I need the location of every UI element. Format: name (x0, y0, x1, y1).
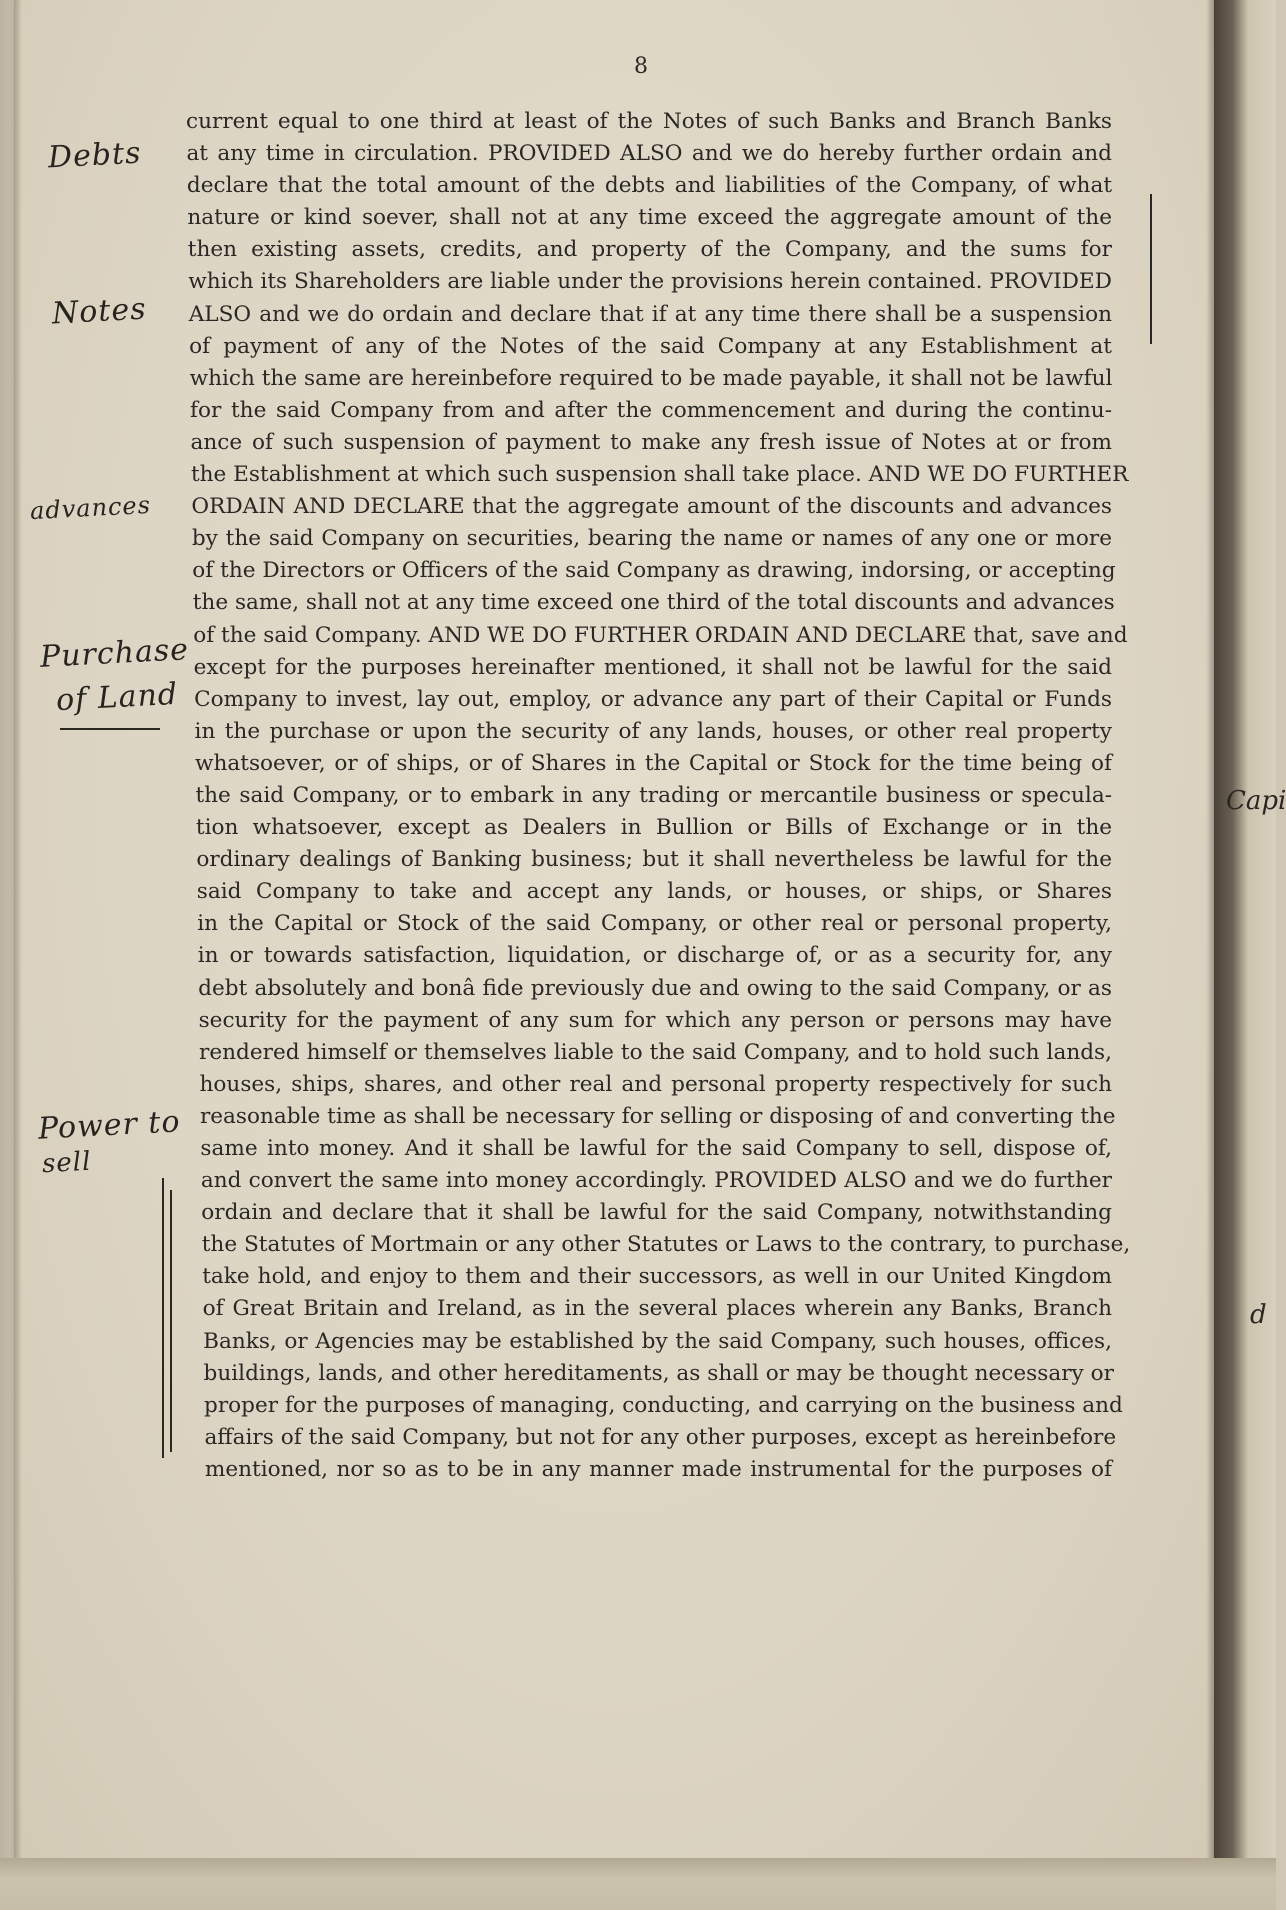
text-line: of the said Company. AND WE DO FURTHER ORDAIN AND DECLARE that, save and (193, 622, 1128, 648)
text-line: rendered himself or themselves liable to the said Company, and to hold such lands, (199, 1039, 1112, 1065)
text-line: said Company to take and accept any lands, or houses, or ships, or Shares (196, 879, 1112, 905)
margin-note-power-to: Power to (37, 1104, 182, 1147)
text-line: reasonable time as shall be necessary for selling or disposing of and converting the (199, 1103, 1116, 1129)
text-line: and convert the same into money accordingly. PROVIDED ALSO and we do further (200, 1168, 1112, 1194)
text-line: of the Directors or Officers of the said Company as drawing, indorsing, or accepting (192, 558, 1116, 584)
text-line: mentioned, nor so as to be in any manner made instrumental for the purposes of (204, 1456, 1112, 1482)
text-line: of payment of any of the Notes of the said Company at any Establishment at (189, 333, 1112, 359)
text-line: affairs of the said Company, but not for any other purposes, except as hereinbefore (204, 1424, 1117, 1450)
text-line: nature or kind soever, shall not at any time exceed the aggregate amount of the (187, 205, 1112, 231)
text-line: ordinary dealings of Banking business; but it shall nevertheless be lawful for the (196, 847, 1112, 873)
text-line: debt absolutely and bonâ fide previously due and owing to the said Company, or as (198, 975, 1112, 1001)
margin-rule (60, 728, 160, 730)
text-line: take hold, and enjoy to them and their successors, as well in our United Kingdom (202, 1264, 1112, 1290)
text-line: which its Shareholders are liable under the provisions herein contained. PROVIDED (188, 269, 1112, 295)
text-line: then existing assets, credits, and property of the Company, and the sums for (187, 237, 1112, 263)
page-bottom-edge (0, 1858, 1276, 1910)
text-line: by the said Company on securities, bearing the name or names of any one or more (191, 526, 1112, 552)
margin-bracket-right (1150, 194, 1152, 344)
text-line: the said Company, or to embark in any trading or mercantile business or specula- (195, 782, 1112, 808)
text-line: at any time in circulation. PROVIDED ALSO and we do hereby further ordain and (186, 141, 1112, 167)
margin-bracket-left-1 (162, 1178, 164, 1458)
text-line: declare that the total amount of the debts and liabilities of the Company, of what (186, 173, 1112, 199)
text-line: in the Capital or Stock of the said Company, or other real or personal property, (197, 911, 1112, 937)
text-line: in the purchase or upon the security of any lands, houses, or other real property (194, 718, 1112, 744)
margin-note-advances: advances (29, 490, 152, 526)
margin-note-debts: Debts (47, 135, 143, 176)
text-line: same into money. And it shall be lawful for the said Company to sell, dispose of, (200, 1136, 1112, 1161)
margin-bracket-left-2 (170, 1190, 172, 1452)
text-line: whatsoever, or of ships, or of Shares in the Capital or Stock for the time being of (195, 750, 1112, 776)
text-line: the same, shall not at any time exceed one third of the total discounts and advances (192, 590, 1115, 616)
document-page (14, 0, 1215, 1858)
text-line: houses, ships, shares, and other real and personal property respectively for such (199, 1071, 1112, 1097)
text-line: except for the purposes hereinafter mentioned, it shall not be lawful for the said (193, 654, 1112, 680)
text-line: the Establishment at which such suspension shall take place. AND WE DO FURTHER (190, 462, 1129, 488)
text-line: proper for the purposes of managing, conducting, and carrying on the business and (204, 1392, 1123, 1418)
book-gutter (1214, 0, 1276, 1910)
text-line: for the said Company from and after the commencement and during the continu- (190, 397, 1112, 423)
margin-note-of-land: of Land (55, 676, 179, 719)
text-line: the Statutes of Mortmain or any other Statutes or Laws to the contrary, to purchase, (201, 1232, 1131, 1258)
text-line: ordain and declare that it shall be lawful for the said Company, notwithstanding (201, 1200, 1112, 1226)
margin-note-purchase: Purchase (39, 632, 190, 675)
page-number: 8 (634, 54, 648, 79)
margin-note-notes: Notes (51, 291, 148, 332)
margin-note-sell: sell (41, 1146, 93, 1180)
facing-page-note-fragment: d (1250, 1300, 1267, 1330)
text-line: ALSO and we do ordain and declare that if at any time there shall be a suspension (188, 301, 1112, 327)
text-line: ORDAIN AND DECLARE that the aggregate amount of the discounts and advances (191, 494, 1112, 520)
text-line: which the same are hereinbefore required to be made payable, it shall not be lawful (189, 365, 1113, 391)
text-line: current equal to one third at least of the Notes of such Banks and Branch Banks (186, 109, 1112, 134)
text-line: Banks, or Agencies may be established by the said Company, such houses, offices, (203, 1328, 1112, 1354)
facing-page-note-capital: Capi (1226, 786, 1286, 816)
text-line: in or towards satisfaction, liquidation, or discharge of, or as a security for, any (197, 943, 1112, 969)
text-line: tion whatsoever, except as Dealers in Bullion or Bills of Exchange or in the (195, 815, 1112, 841)
text-line: buildings, lands, and other hereditaments, as shall or may be thought necessary or (203, 1360, 1114, 1386)
text-line: ance of such suspension of payment to make any fresh issue of Notes at or from (190, 429, 1112, 455)
body-text (186, 106, 1131, 1486)
text-line: of Great Britain and Ireland, as in the several places wherein any Banks, Branch (202, 1296, 1112, 1322)
text-line: security for the payment of any sum for which any person or persons may have (198, 1007, 1112, 1033)
text-line: Company to invest, lay out, employ, or advance any part of their Capital or Funds (194, 686, 1112, 712)
